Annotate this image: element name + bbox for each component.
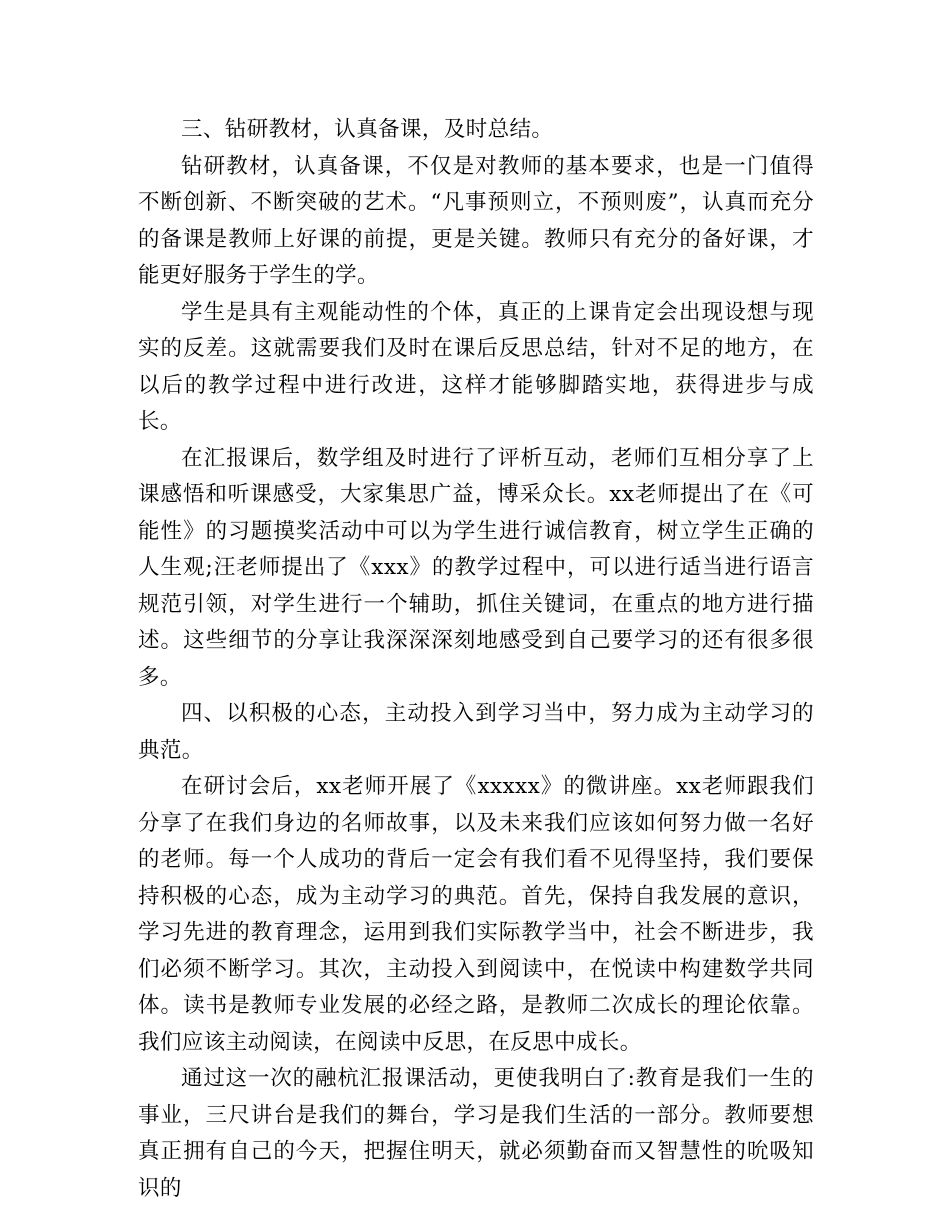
section-heading-3: 三、钻研教材，认真备课，及时总结。 <box>181 117 554 142</box>
document-page <box>138 112 814 1207</box>
paragraph: 在研讨会后，xx老师开展了《xxxxx》的微讲座。xx老师跟我们分享了在我们身边的名师故事，以及未来我们应该如何努力做一名好的老师。每一个人成功的背后一定会有我们看不见得坚持，我们要保持积极的心态，成为主动学习的典范。首先，保持自我发展的意识，学习先进的教育理念，运用到我们实际教学当中，社会不断进步，我们必须不断学习。其次，主动投入到阅读中，在悦读中构建数学共同体。读书是教师专业发展的必经之路，是教师二次成长的理论依靠。我们应该主动阅读，在阅读中反思，在反思中成长。 <box>138 774 814 1055</box>
paragraph: 钻研教材，认真备课，不仅是对教师的基本要求，也是一门值得不断创新、不断突破的艺术。“凡事预则立，不预则废”，认真而充分的备课是教师上好课的前提，更是关键。教师只有充分的备好课，才能更好服务于学生的学。 <box>138 153 814 288</box>
paragraph: 学生是具有主观能动性的个体，真正的上课肯定会出现设想与现实的反差。这就需要我们及时在课后反思总结，针对不足的地方，在以后的教学过程中进行改进，这样才能够脚踏实地，获得进步与成长。 <box>138 299 814 434</box>
paragraph: 通过这一次的融杭汇报课活动，更使我明白了:教育是我们一生的事业，三尺讲台是我们的舞台，学习是我们生活的一部分。教师要想真正拥有自己的今天，把握住明天，就必须勤奋而又智慧性的吮吸知识的 <box>138 1066 814 1201</box>
paragraph: 在汇报课后，数学组及时进行了评析互动，老师们互相分享了上课感悟和听课感受，大家集思广益，博采众长。xx老师提出了在《可能性》的习题摸奖活动中可以为学生进行诚信教育，树立学生正确的人生观;汪老师提出了《xxx》的教学过程中，可以进行适当进行语言规范引领，对学生进行一个辅助，抓住关键词，在重点的地方进行描述。这些细节的分享让我深深深刻地感受到自己要学习的还有很多很多。 <box>138 445 814 690</box>
section-heading-4: 四、以积极的心态，主动投入到学习当中，努力成为主动学习的典范。 <box>138 701 814 763</box>
